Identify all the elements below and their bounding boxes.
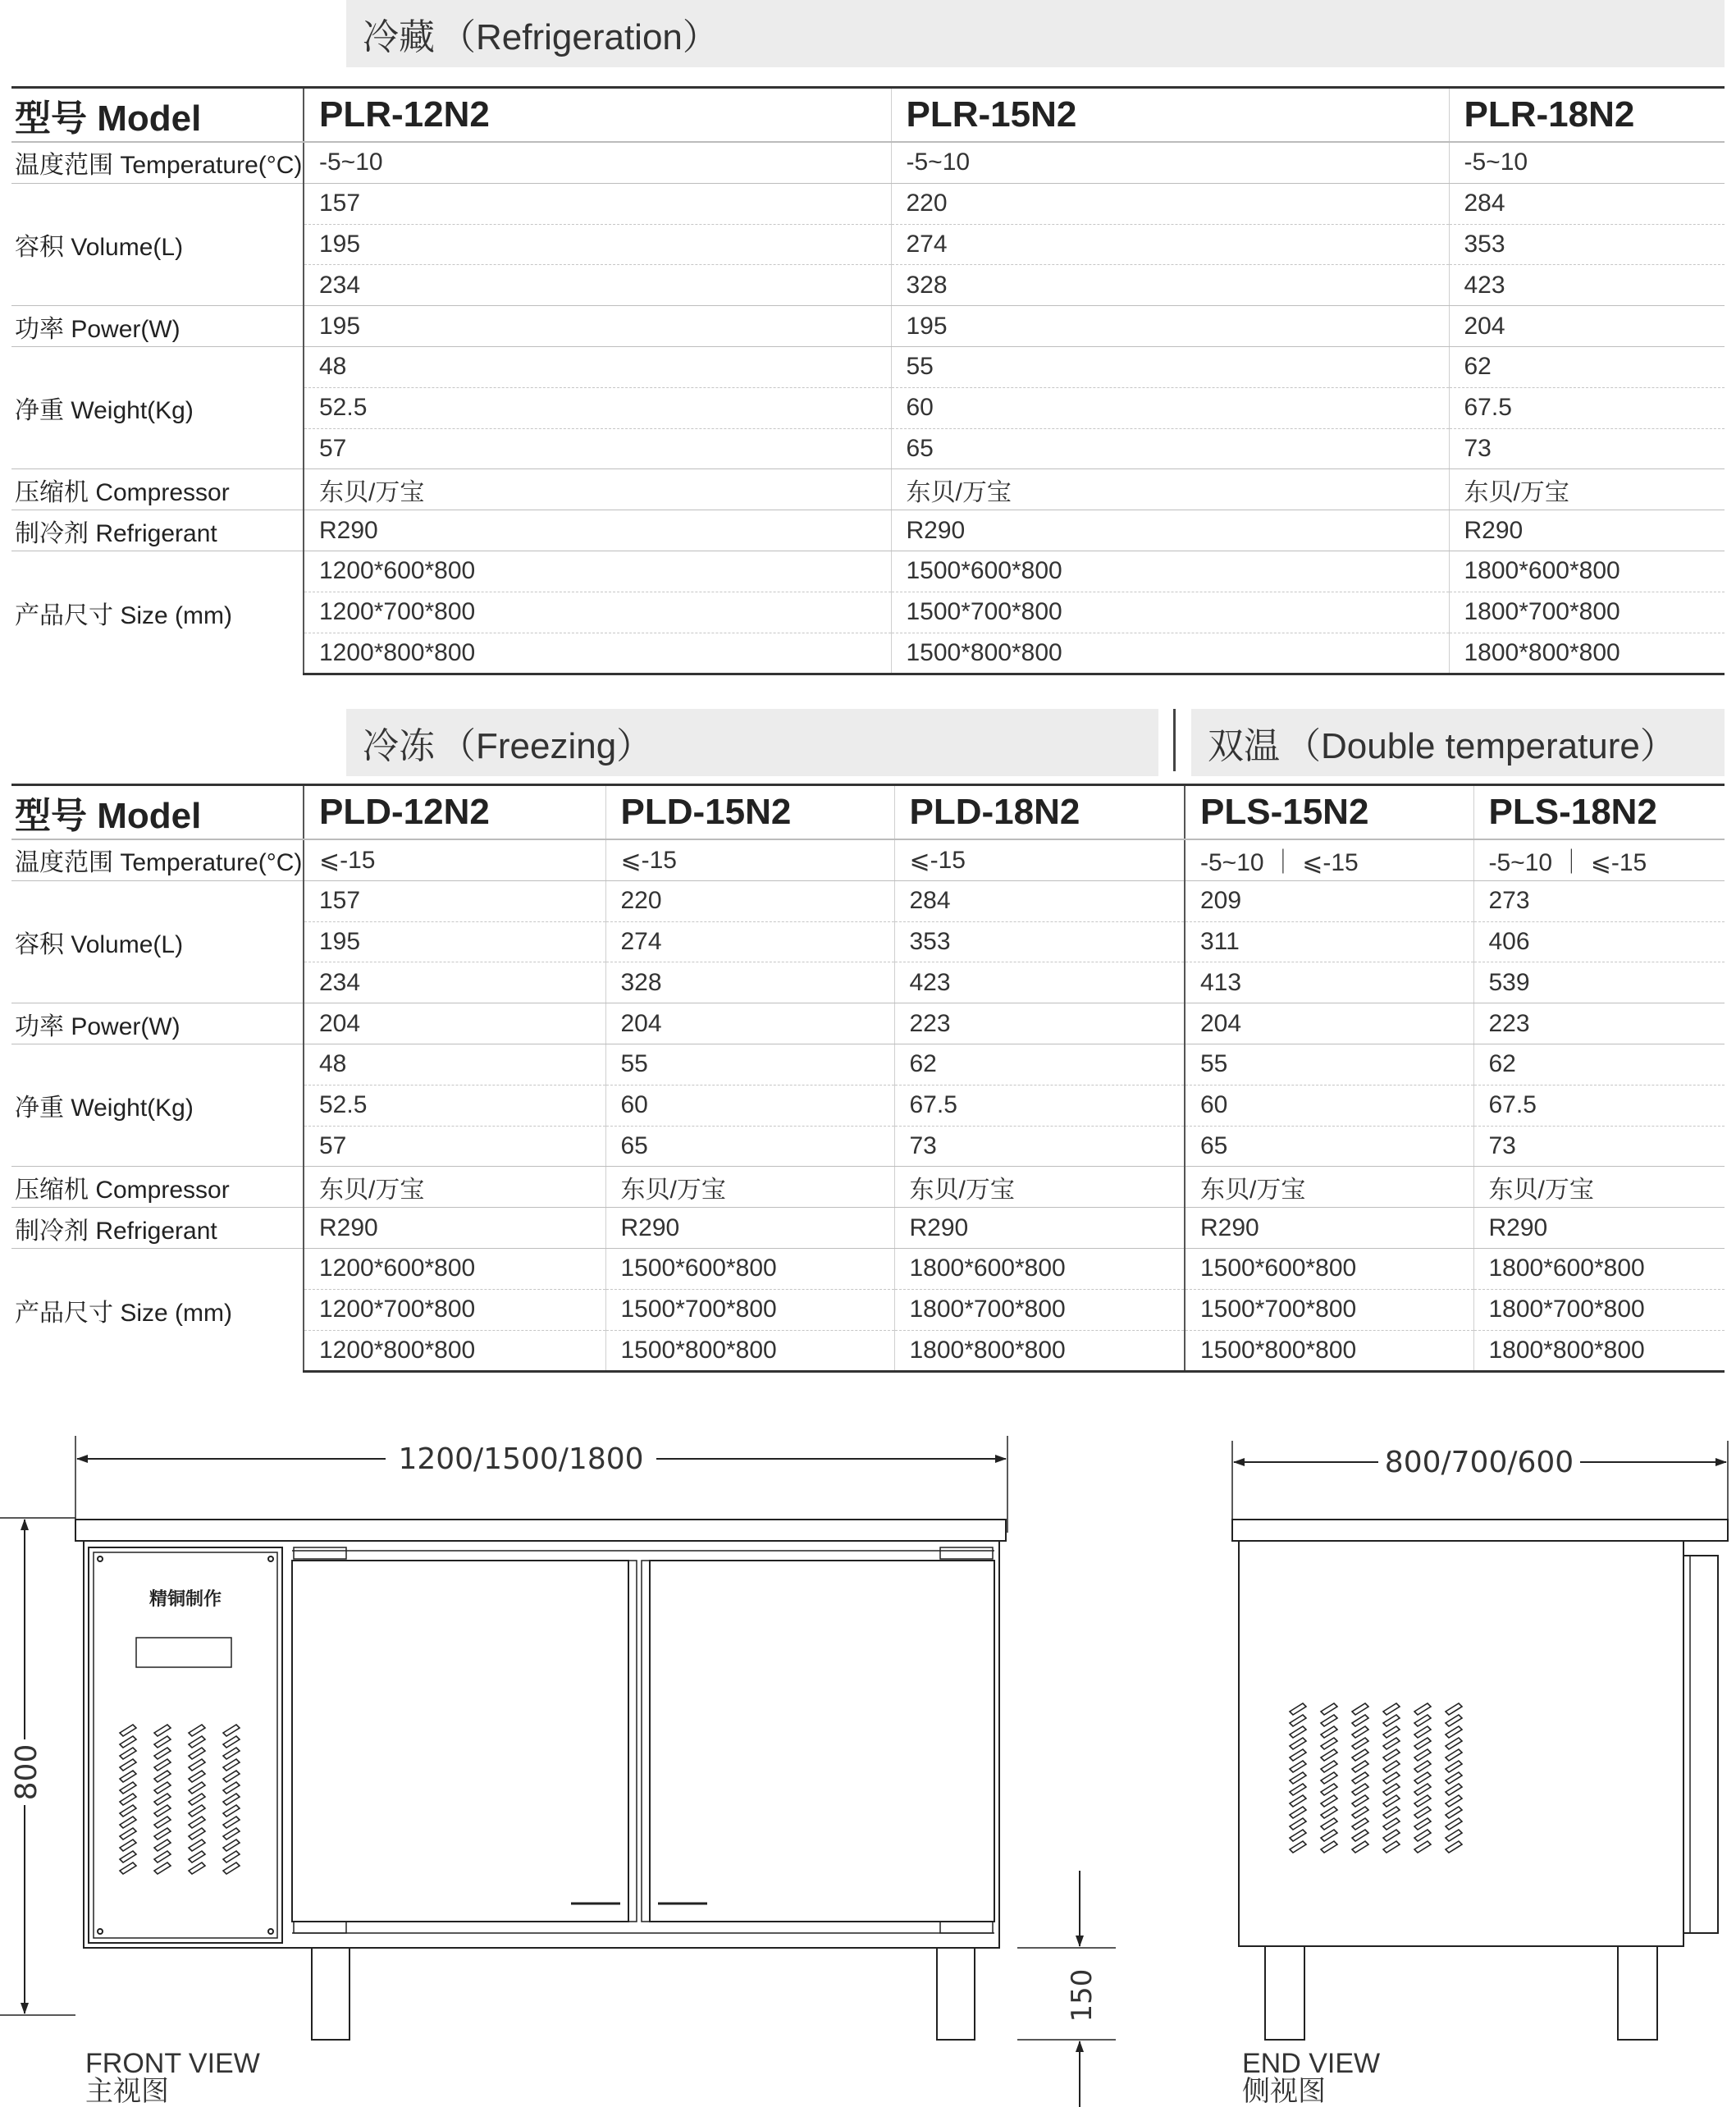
power-value: 223 [894,1003,1185,1044]
power-value: 204 [304,1003,605,1044]
double-title-zh: 双温 [1208,726,1280,766]
refrigerant-value: R290 [1449,510,1725,551]
freezing-title-zh: 冷冻 [363,726,435,766]
size-value: 1500*700*800 [891,592,1449,633]
volume-value: 220 [605,880,894,921]
size-value: 1200*600*800 [304,1248,605,1289]
power-value: 223 [1473,1003,1725,1044]
weight-value: 67.5 [1449,387,1725,428]
refrigerant-value: R290 [605,1208,894,1249]
end-caption-zh: 侧视图 [1242,2076,1326,2107]
weight-value: 65 [891,428,1449,469]
model-label: 型号 Model [11,785,304,840]
end-width-dimension: 800/700/600 [1384,1446,1574,1479]
size-value: 1500*600*800 [891,551,1449,592]
volume-value: 328 [891,265,1449,306]
compressor-label: 压缩机 Compressor [11,469,304,510]
volume-value: 284 [894,880,1185,921]
size-value: 1500*700*800 [605,1289,894,1330]
double-title-en: （Double temperature） [1285,726,1676,766]
model-header: PLR-18N2 [1449,88,1725,143]
volume-label: 容积 Volume(L) [11,183,304,305]
height-dimension: 800 [10,1744,43,1801]
volume-value: 220 [891,183,1449,224]
weight-value: 60 [891,387,1449,428]
front-caption-en: FRONT VIEW [85,2048,260,2079]
volume-value: 234 [304,962,605,1003]
model-header: PLD-18N2 [894,785,1185,840]
power-value: 204 [1449,306,1725,347]
refrigerant-value: R290 [304,1208,605,1249]
weight-value: 60 [605,1085,894,1126]
size-label: 产品尺寸 Size (mm) [15,601,232,629]
front-caption-zh: 主视图 [85,2076,169,2107]
temperature-value: ⩽-15 [304,839,605,880]
compressor-value: 东贝/万宝 [605,1167,894,1208]
volume-value: 328 [605,962,894,1003]
volume-value: 209 [1185,880,1473,921]
model-header: PLR-15N2 [891,88,1449,143]
freezing-spec-table [11,784,1725,1373]
volume-value: 423 [894,962,1185,1003]
size-value: 1800*800*800 [1473,1330,1725,1372]
weight-value: 60 [1185,1085,1473,1126]
temperature-value: -5~10 [1449,142,1725,183]
weight-value: 67.5 [1473,1085,1725,1126]
refrigerant-value: R290 [1473,1208,1725,1249]
volume-value: 157 [304,880,605,921]
volume-value: 311 [1185,921,1473,962]
weight-label: 净重 Weight(Kg) [11,1044,304,1166]
power-value: 195 [891,306,1449,347]
compressor-value: 东贝/万宝 [304,469,891,510]
size-value: 1200*700*800 [304,1289,605,1330]
refrigeration-title-en: （Refrigeration） [440,17,719,57]
size-value: 1500*800*800 [1185,1330,1473,1372]
model-header: PLS-15N2 [1185,785,1473,840]
size-value: 1500*800*800 [605,1330,894,1372]
power-label: 功率 Power(W) [11,1003,304,1044]
double-temperature-title-band [1191,709,1725,776]
technical-drawings [0,1411,1736,2107]
power-value: 204 [1185,1003,1473,1044]
power-label: 功率 Power(W) [11,306,304,347]
volume-value: 195 [304,224,891,265]
size-value: 1200*800*800 [304,633,891,674]
size-value: 1200*800*800 [304,1330,605,1372]
end-view [1232,1441,1728,2040]
volume-value: 274 [891,224,1449,265]
weight-value: 52.5 [304,387,891,428]
leg-height-dimension: 150 [1066,1968,1099,2022]
size-label: 产品尺寸 Size (mm) [15,1299,232,1327]
weight-value: 57 [304,428,891,469]
model-header: PLR-12N2 [304,88,891,143]
end-view-caption [1242,2050,1380,2105]
refrigerant-value: R290 [894,1208,1185,1249]
weight-value: 48 [304,1044,605,1085]
size-value: 1800*700*800 [1449,592,1725,633]
refrigeration-title-zh: 冷藏 [363,17,435,57]
power-value: 195 [304,306,891,347]
weight-value: 62 [1473,1044,1725,1085]
weight-value: 65 [605,1126,894,1167]
weight-value: 62 [1449,346,1725,387]
weight-value: 52.5 [304,1085,605,1126]
weight-label: 净重 Weight(Kg) [11,346,304,468]
weight-value: 55 [891,346,1449,387]
freezing-title-band [346,709,1158,776]
volume-value: 273 [1473,880,1725,921]
temperature-label: 温度范围 Temperature(°C) [11,142,304,183]
weight-value: 73 [1449,428,1725,469]
refrigerant-label: 制冷剂 Refrigerant [11,1208,304,1249]
model-header: PLS-18N2 [1473,785,1725,840]
model-header: PLD-15N2 [605,785,894,840]
volume-value: 413 [1185,962,1473,1003]
weight-value: 73 [1473,1126,1725,1167]
volume-value: 274 [605,921,894,962]
volume-value: 157 [304,183,891,224]
compressor-value: 东贝/万宝 [304,1167,605,1208]
weight-value: 55 [605,1044,894,1085]
size-value: 1800*600*800 [1449,551,1725,592]
refrigerant-value: R290 [304,510,891,551]
weight-value: 67.5 [894,1085,1185,1126]
refrigerant-value: R290 [891,510,1449,551]
size-value: 1500*700*800 [1185,1289,1473,1330]
volume-value: 406 [1473,921,1725,962]
refrigeration-spec-table [11,86,1725,675]
size-value: 1500*800*800 [891,633,1449,674]
front-view-caption [85,2050,260,2105]
freezing-title-en: （Freezing） [440,726,653,766]
temperature-value: -5~10 ｜ ⩽-15 [1473,839,1725,880]
volume-value: 353 [894,921,1185,962]
volume-value: 234 [304,265,891,306]
size-value: 1800*800*800 [1449,633,1725,674]
volume-value: 423 [1449,265,1725,306]
compressor-value: 东贝/万宝 [1185,1167,1473,1208]
size-value: 1800*600*800 [894,1248,1185,1289]
weight-value: 62 [894,1044,1185,1085]
front-width-dimension: 1200/1500/1800 [398,1442,644,1476]
size-value: 1800*800*800 [894,1330,1185,1372]
panel-label: 精铜制作 [148,1588,222,1609]
size-value: 1500*600*800 [605,1248,894,1289]
temperature-value: ⩽-15 [605,839,894,880]
compressor-label: 压缩机 Compressor [11,1167,304,1208]
weight-value: 48 [304,346,891,387]
temperature-value: ⩽-15 [894,839,1185,880]
size-value: 1200*600*800 [304,551,891,592]
temperature-label: 温度范围 Temperature(°C) [11,839,304,880]
size-value: 1500*600*800 [1185,1248,1473,1289]
compressor-value: 东贝/万宝 [894,1167,1185,1208]
temperature-value: -5~10 [891,142,1449,183]
compressor-value: 东贝/万宝 [1449,469,1725,510]
compressor-value: 东贝/万宝 [891,469,1449,510]
weight-value: 57 [304,1126,605,1167]
temperature-value: -5~10 [304,142,891,183]
refrigerant-label: 制冷剂 Refrigerant [11,510,304,551]
size-value: 1200*700*800 [304,592,891,633]
weight-value: 65 [1185,1126,1473,1167]
volume-value: 284 [1449,183,1725,224]
compressor-value: 东贝/万宝 [1473,1167,1725,1208]
model-label: 型号 Model [11,88,304,143]
power-value: 204 [605,1003,894,1044]
model-header: PLD-12N2 [304,785,605,840]
volume-value: 353 [1449,224,1725,265]
section-divider [1173,709,1176,771]
refrigerant-value: R290 [1185,1208,1473,1249]
weight-value: 55 [1185,1044,1473,1085]
volume-value: 195 [304,921,605,962]
volume-value: 539 [1473,962,1725,1003]
volume-label: 容积 Volume(L) [11,880,304,1003]
refrigeration-title-band [346,0,1725,67]
size-value: 1800*600*800 [1473,1248,1725,1289]
weight-value: 73 [894,1126,1185,1167]
size-value: 1800*700*800 [894,1289,1185,1330]
temperature-value: -5~10 ｜ ⩽-15 [1185,839,1473,880]
size-value: 1800*700*800 [1473,1289,1725,1330]
end-caption-en: END VIEW [1242,2048,1381,2079]
